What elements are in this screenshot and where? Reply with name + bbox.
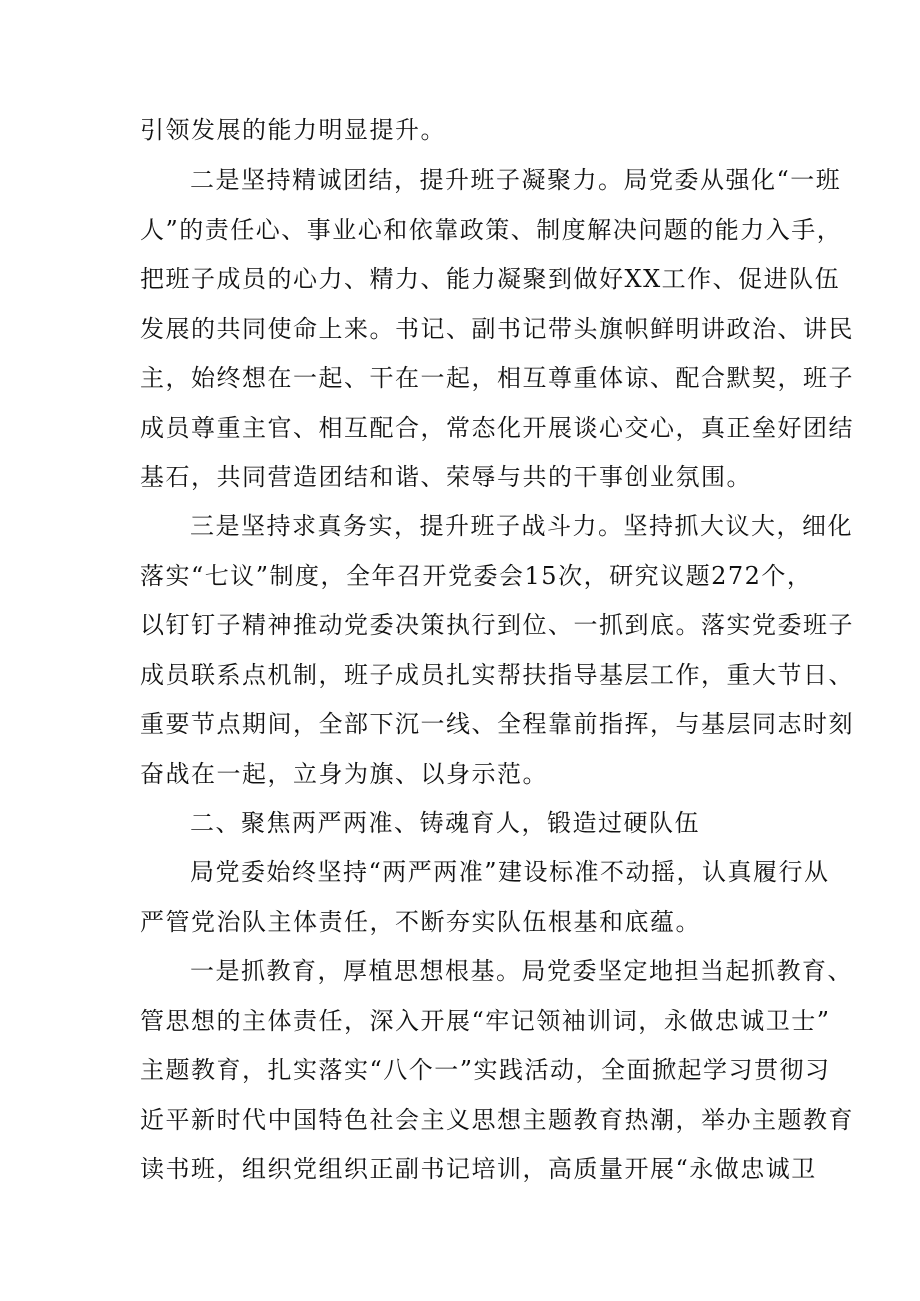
text-line-9: 三是坚持求真务实，提升班子战斗力。坚持抓大议大，细化 [190, 512, 853, 540]
text-line-19: 管思想的主体责任，深入开展“牢记领袖训词，永做忠诚卫士” [140, 1007, 831, 1035]
text-line-21: 近平新时代中国特色社会主义思想主题教育热潮，举办主题教育 [140, 1106, 854, 1134]
text-line-16: 局党委始终坚持“两严两准”建设标准不动摇，认真履行从 [190, 858, 830, 886]
text-line-4: 把班子成员的心力、精力、能力凝聚到做好XX工作、促进队伍 [140, 265, 841, 293]
text-line-2: 二是坚持精诚团结，提升班子凝聚力。局党委从强化“一班 [190, 166, 842, 194]
text-line-17: 严管党治队主体责任，不断夯实队伍根基和底蕴。 [140, 908, 701, 936]
text-line-12: 成员联系点机制，班子成员扎实帮扶指导基层工作，重大节日、 [140, 661, 854, 689]
text-line-20: 主题教育，扎实落实“八个一”实践活动，全面掀起学习贯彻习 [140, 1056, 831, 1084]
section-heading: 二、聚焦两严两准、铸魂育人，锻造过硬队伍 [190, 809, 700, 837]
text-line-18: 一是抓教育，厚植思想根基。局党委坚定地担当起抓教育、 [190, 957, 853, 985]
text-line-14: 奋战在一起，立身为旗、以身示范。 [140, 760, 548, 788]
text-line-8: 基石，共同营造团结和谐、荣辱与共的干事创业氛围。 [140, 463, 752, 491]
text-line-1: 引领发展的能力明显提升。 [140, 116, 446, 144]
text-line-11: 以钉钉子精神推动党委决策执行到位、一抓到底。落实党委班子 [140, 611, 854, 639]
text-line-10: 落实“七议”制度，全年召开党委会15次，研究议题272个， [140, 562, 813, 590]
text-line-13: 重要节点期间，全部下沉一线、全程靠前指挥，与基层同志时刻 [140, 710, 854, 738]
text-line-5: 发展的共同使命上来。书记、副书记带头旗帜鲜明讲政治、讲民 [140, 315, 854, 343]
text-line-6: 主，始终想在一起、干在一起，相互尊重体谅、配合默契，班子 [140, 364, 854, 392]
text-line-3: 人”的责任心、事业心和依靠政策、制度解决问题的能力入手， [140, 216, 843, 244]
text-line-7: 成员尊重主官、相互配合，常态化开展谈心交心，真正垒好团结 [140, 414, 854, 442]
text-line-22: 读书班，组织党组织正副书记培训，高质量开展“永做忠诚卫 [140, 1155, 817, 1183]
